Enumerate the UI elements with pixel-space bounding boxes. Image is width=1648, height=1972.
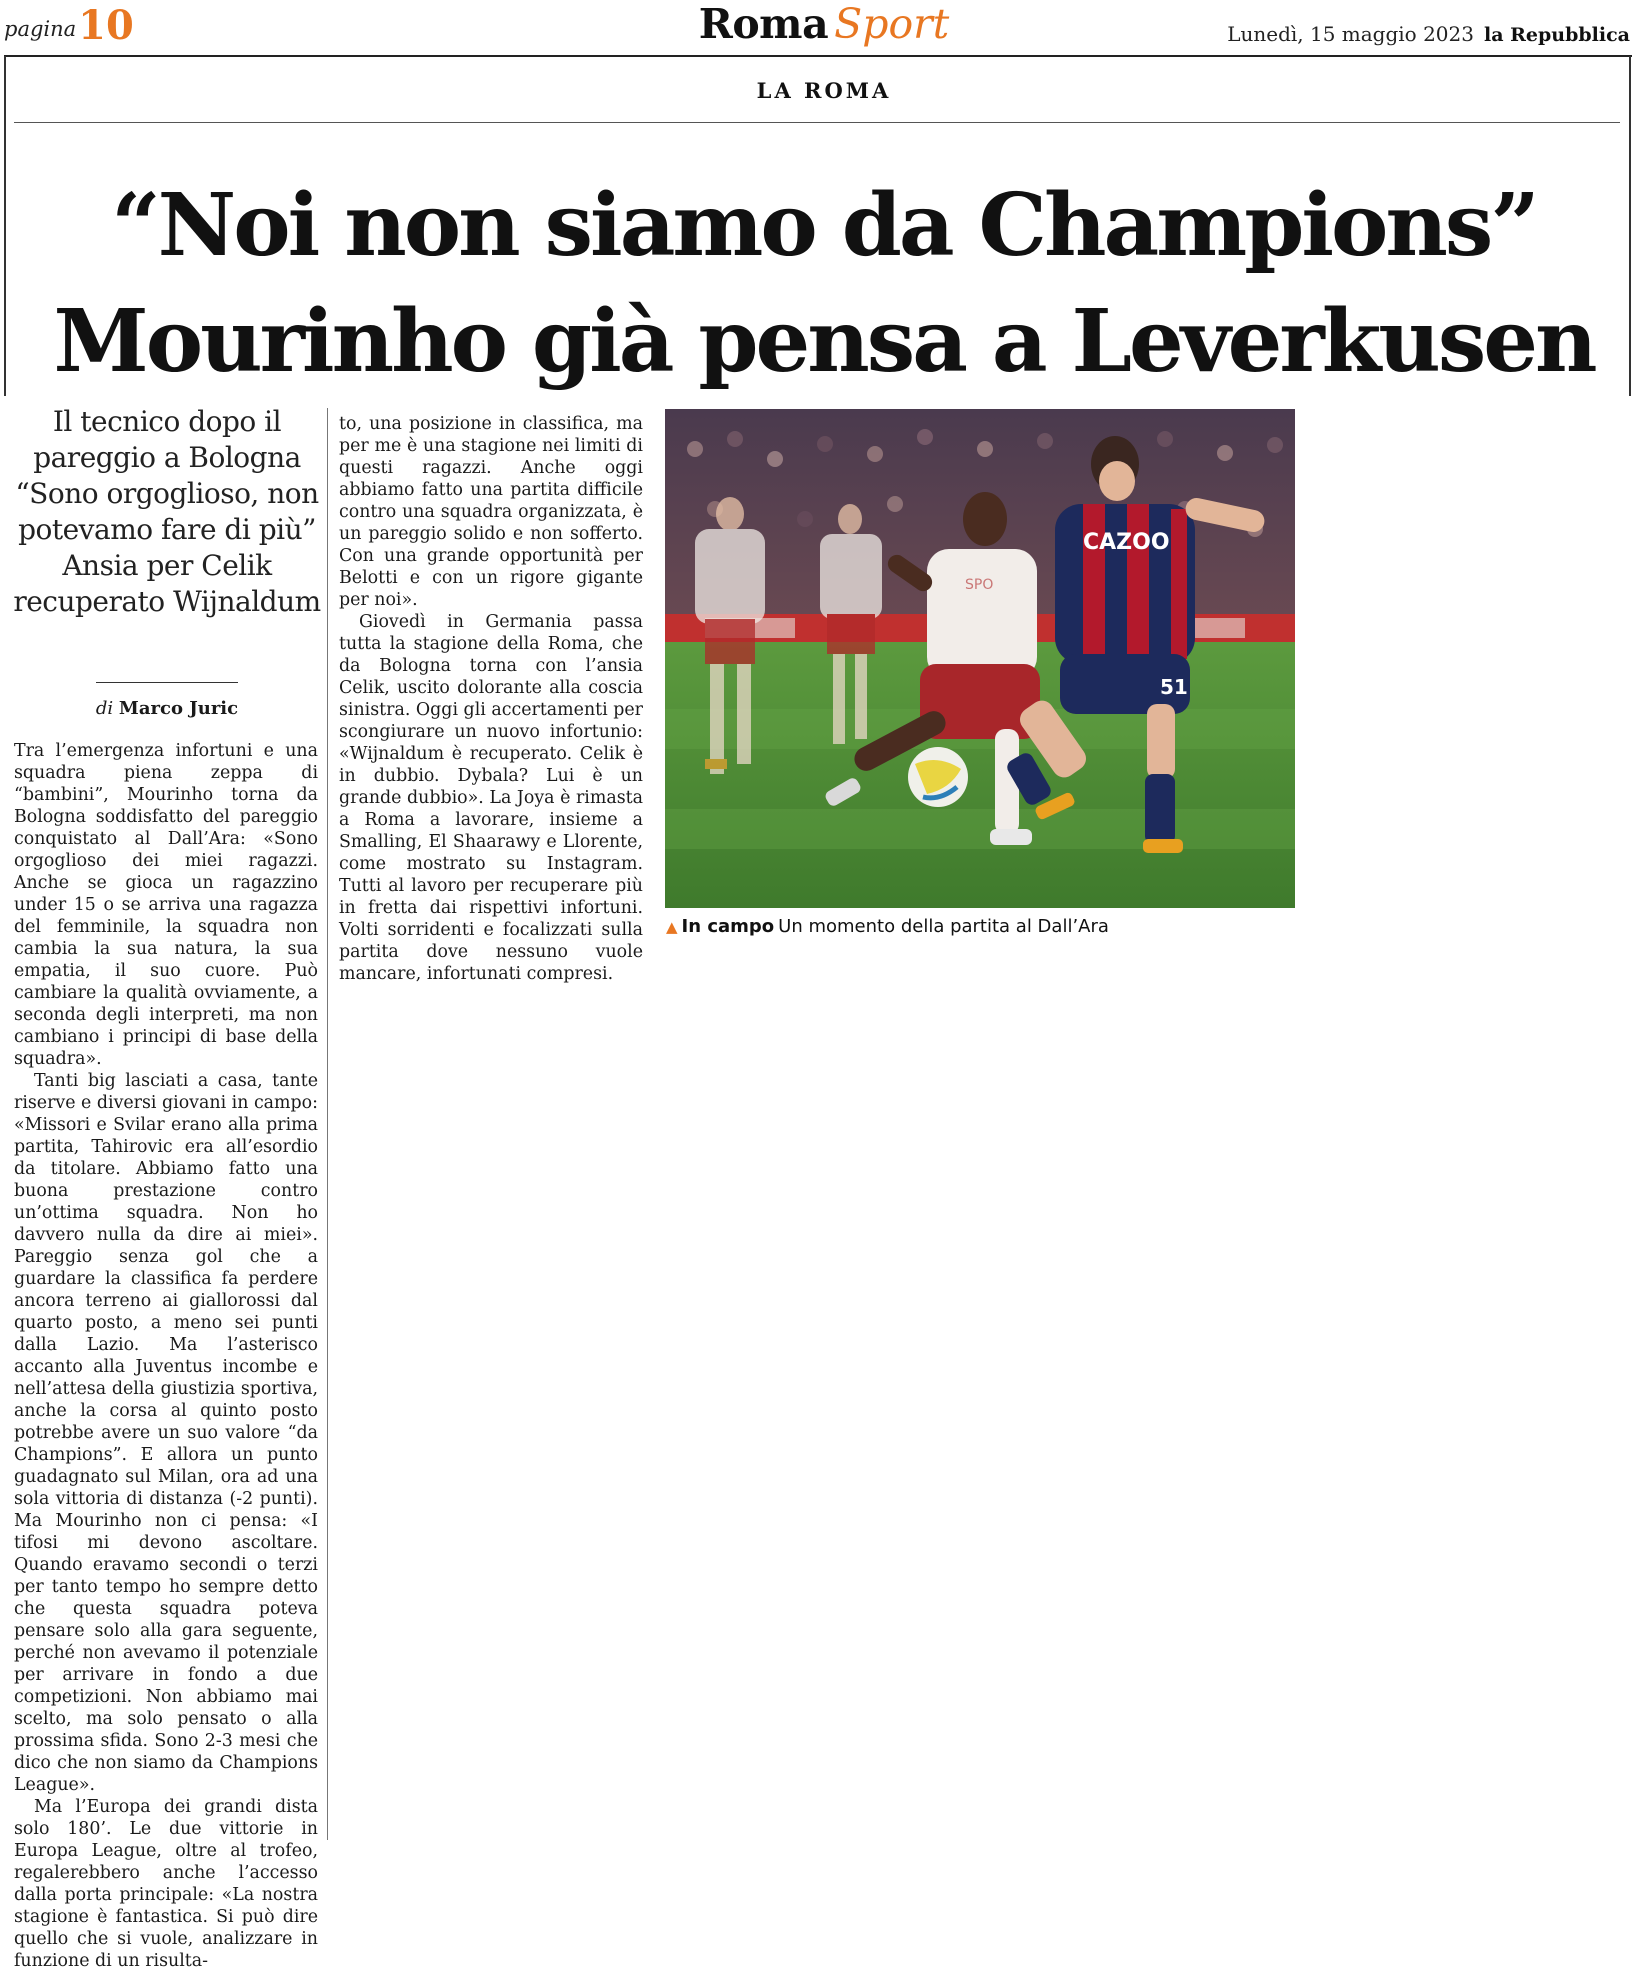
photo-caption bbox=[666, 916, 1306, 937]
paragraph: Ma l’Europa dei grandi dista solo 180’. Le due vittorie in Europa League, oltre al trofeo, regalerebbero anche l’accesso dalla porta principale: «La nostra stagione è fantastica. Si può dire quello che si vuole, analizzare in funzione di un risulta- bbox=[14, 1797, 318, 1971]
section-label: LA ROMA bbox=[756, 78, 892, 103]
byline-rule bbox=[96, 682, 238, 683]
byline-prefix: di bbox=[95, 698, 114, 719]
page-number-value: 10 bbox=[78, 2, 134, 49]
match-photo-illustration bbox=[665, 409, 1295, 908]
paragraph: Tanti big lasciati a casa, tante riserve e diversi giovani in campo: «Missori e Svilar erano alla prima partita, Tahirovic era all’esordio da titolare. Abbiamo fatto una buona prestazione contro un’ottima squadra. Non ho davvero nulla da dire ai miei». Pareggio senza gol che a guardare la classifica fa perdere ancora terreno ai giallorossi dal quarto posto, a meno sei punti dalla Lazio. Ma l’asterisco accanto alla Juventus incombe e nell’attesa della giustizia sportiva, anche la corsa al quinto posto potrebbe avere un suo valore “da Champions”. E allora un punto guadagnato sul Milan, ora ad una sola vittoria di distanza (-2 punti). Ma Mourinho non ci pensa: «I tifosi mi devono ascoltare. Quando eravamo secondi o terzi per tanto tempo ho sempre detto che questa squadra poteva pensare solo alla gara seguente, perché non avevamo il potenziale per arrivare in fondo a due competizioni. Non abbiamo mai scelto, ma solo pensato o alla prossima sfida. Sono 2-3 mesi che dico che non siamo da Champions League». bbox=[14, 1071, 319, 1795]
headline-line-2: Mourinho già pensa a Leverkusen bbox=[53, 291, 1595, 392]
caption-text: Un momento della partita al Dall’Ara bbox=[778, 916, 1109, 937]
byline-author: Marco Juric bbox=[118, 698, 239, 719]
jersey-sponsor: CAZOO bbox=[1083, 530, 1170, 555]
caption-label: In campo bbox=[681, 916, 775, 937]
publication-logo: la Repubblica bbox=[1483, 24, 1630, 46]
issue-date: Lunedì, 15 maggio 2023 bbox=[1227, 22, 1474, 46]
match-photo bbox=[665, 409, 1295, 908]
headline bbox=[0, 168, 1648, 400]
caption-triangle-icon: ▲ bbox=[666, 918, 678, 936]
headline-line-1: “Noi non siamo da Champions” bbox=[111, 175, 1537, 276]
section-rule bbox=[14, 122, 1620, 123]
paragraph: Tra l’emergenza infortuni e una squadra piena zeppa di “bambini”, Mourinho torna da Bologna soddisfatto del pareggio conquistato al Dall’Ara: «Sono orgoglioso dei miei ragazzi. Anche se gioca un ragazzino under 15 o se arriva una ragazza del femminile, la squadra non cambia la sua natura, la sua empatia, il suo cuore. Può cambiare la qualità ovviamente, a seconda degli interpreti, ma non cambiano i principi di base della squadra». bbox=[14, 741, 318, 1069]
paragraph: Giovedì in Germania passa tutta la stagione della Roma, che da Bologna torna con l’ansia Celik, uscito dolorante alla coscia sinistra. Oggi gli accertamenti per scongiurare un nuovo infortunio: «Wijnaldum è recuperato. Celik è in dubbio. Dybala? Lui è un grande dubbio». La Joya è rimasta a Roma a lavorare, insieme a Smalling, El Shaarawy e Llorente, come mostrato su Instagram. Tutti al lavoro per recuperare più in fretta dai rispettivi infortuni. Volti sorridenti e focalizzati sulla partita dove nessuno vuole mancare, infortunati compresi. bbox=[339, 612, 643, 984]
article-column-1 bbox=[14, 740, 319, 1971]
page-header bbox=[0, 0, 1648, 56]
byline bbox=[12, 698, 322, 719]
page-word: pagina bbox=[4, 17, 77, 41]
masthead-roma: Roma bbox=[698, 0, 829, 48]
masthead-sport: Sport bbox=[834, 0, 950, 48]
dateline bbox=[1227, 22, 1630, 46]
jersey-number: 51 bbox=[1160, 675, 1188, 699]
article-column-2 bbox=[339, 413, 643, 984]
header-rule bbox=[4, 55, 1632, 57]
paragraph: to, una posizione in classifica, ma per me è una stagione nei limiti di questi ragazzi. Anche oggi abbiamo fatto una partita difficile contro una squadra organizzata, è un pareggio solido e non sofferto. Con una grande opportunità per Belotti e con un rigore gigante per noi». bbox=[339, 414, 643, 610]
column-rule bbox=[327, 408, 328, 1840]
subheadline: Il tecnico dopo il pareggio a Bologna “Sono orgoglioso, non potevamo fare di più” Ansia per Celik recuperato Wijnaldum bbox=[13, 405, 321, 618]
svg-text:SPO: SPO bbox=[965, 577, 994, 593]
